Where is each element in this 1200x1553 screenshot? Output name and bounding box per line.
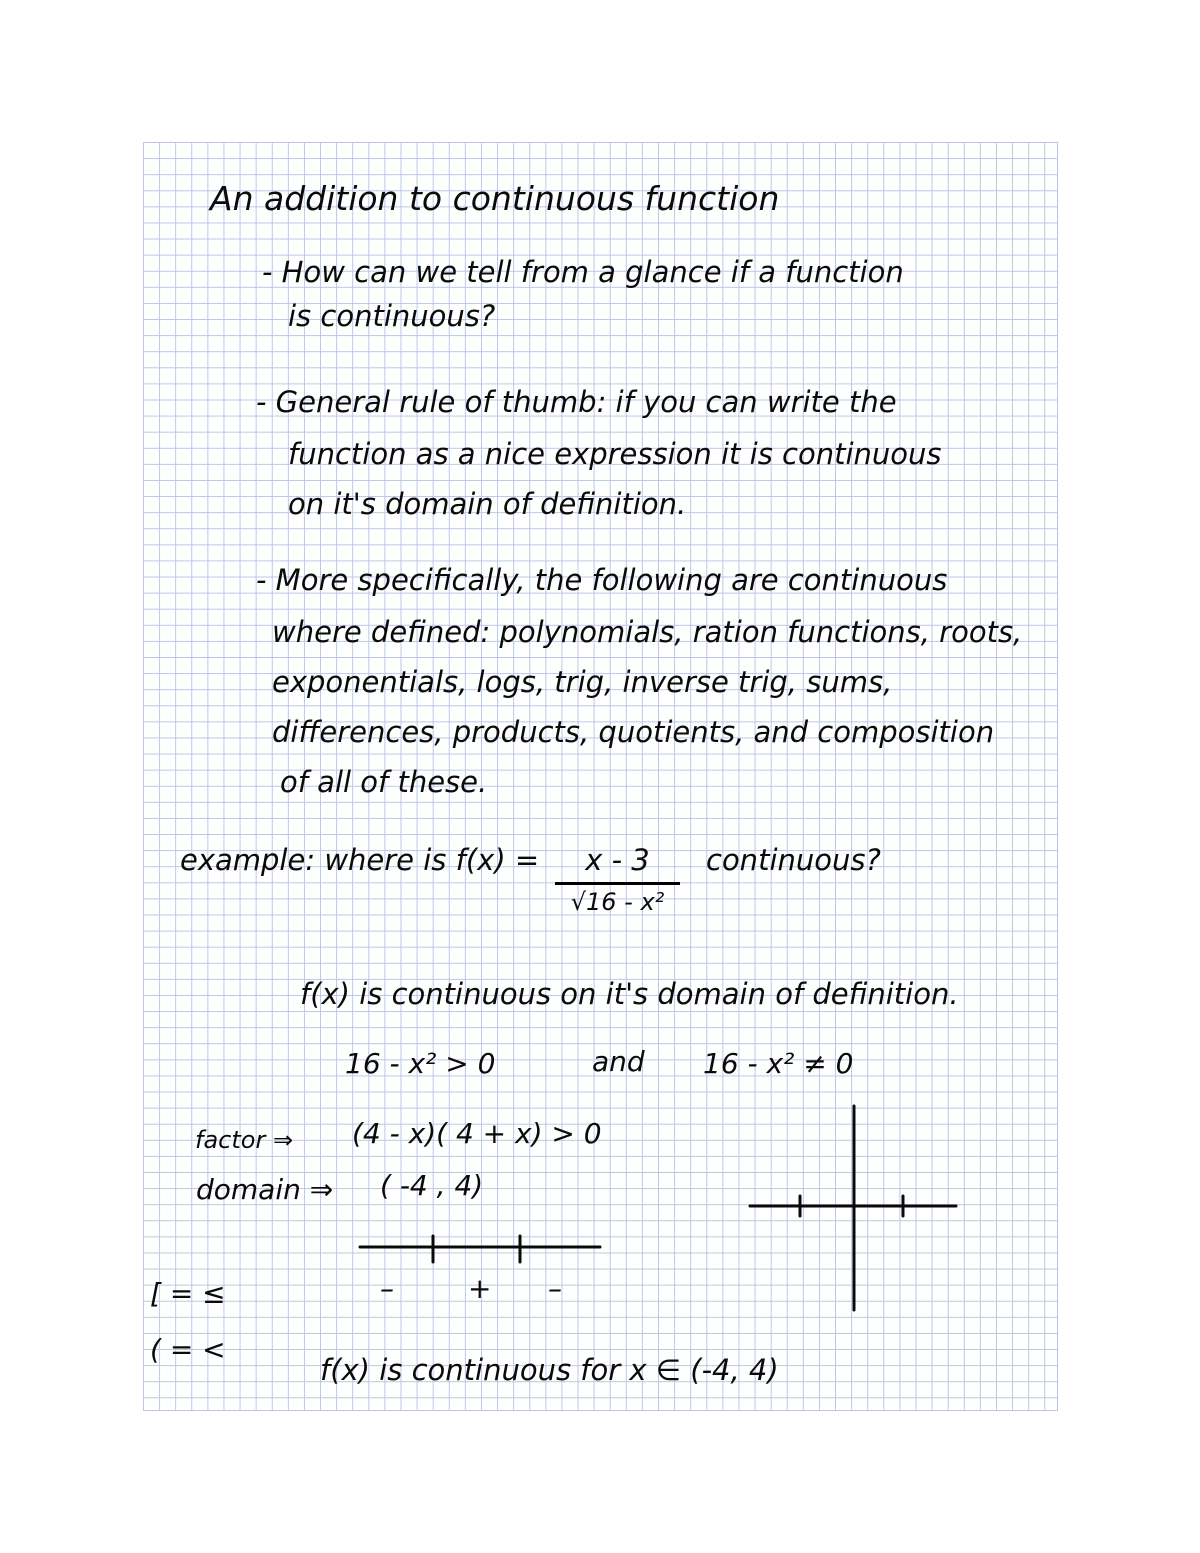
sign-right: – bbox=[548, 1272, 562, 1305]
bullet-1-line-1: - How can we tell from a glance if a function bbox=[262, 255, 904, 289]
fraction-denominator: √16 - x² bbox=[570, 888, 665, 916]
sign-middle: + bbox=[468, 1272, 492, 1305]
bullet-3-line-1: - More specifically, the following are continuous bbox=[256, 563, 948, 597]
condition-joiner: and bbox=[592, 1045, 645, 1078]
example-prefix: example: where is f(x) = bbox=[180, 843, 540, 877]
domain-label: domain ⇒ bbox=[196, 1173, 334, 1206]
bullet-2-line-3: on it's domain of definition. bbox=[288, 487, 687, 521]
bullet-3-line-3: exponentials, logs, trig, inverse trig, sums, bbox=[272, 665, 893, 699]
coordinate-axes-sketch bbox=[750, 1106, 956, 1310]
domain-expression: ( -4 , 4) bbox=[380, 1169, 484, 1202]
bracket-note-closed: [ = ≤ bbox=[150, 1277, 226, 1310]
factor-label: factor ⇒ bbox=[195, 1126, 294, 1154]
factor-expression: (4 - x)( 4 + x) > 0 bbox=[352, 1117, 602, 1150]
bullet-3-line-2: where defined: polynomials, ration functions, roots, bbox=[272, 615, 1023, 649]
condition-positive: 16 - x² > 0 bbox=[345, 1047, 496, 1080]
bullet-3-line-4: differences, products, quotients, and composition bbox=[272, 715, 995, 749]
bullet-2-line-2: function as a nice expression it is continuous bbox=[288, 437, 942, 471]
bullet-3-line-5: of all of these. bbox=[280, 765, 488, 799]
bracket-note-open: ( = < bbox=[150, 1333, 226, 1366]
fraction-numerator: x - 3 bbox=[585, 843, 650, 877]
domain-statement: f(x) is continuous on it's domain of definition. bbox=[300, 977, 959, 1011]
page-title: An addition to continuous function bbox=[210, 179, 780, 218]
bullet-2-line-1: - General rule of thumb: if you can write the bbox=[256, 385, 897, 419]
bullet-1-line-2: is continuous? bbox=[288, 299, 496, 333]
conclusion: f(x) is continuous for x ∈ (-4, 4) bbox=[320, 1353, 779, 1387]
sign-left: – bbox=[380, 1272, 394, 1305]
condition-nonzero: 16 - x² ≠ 0 bbox=[703, 1047, 854, 1080]
sign-number-line bbox=[360, 1236, 600, 1262]
example-suffix: continuous? bbox=[706, 843, 881, 877]
